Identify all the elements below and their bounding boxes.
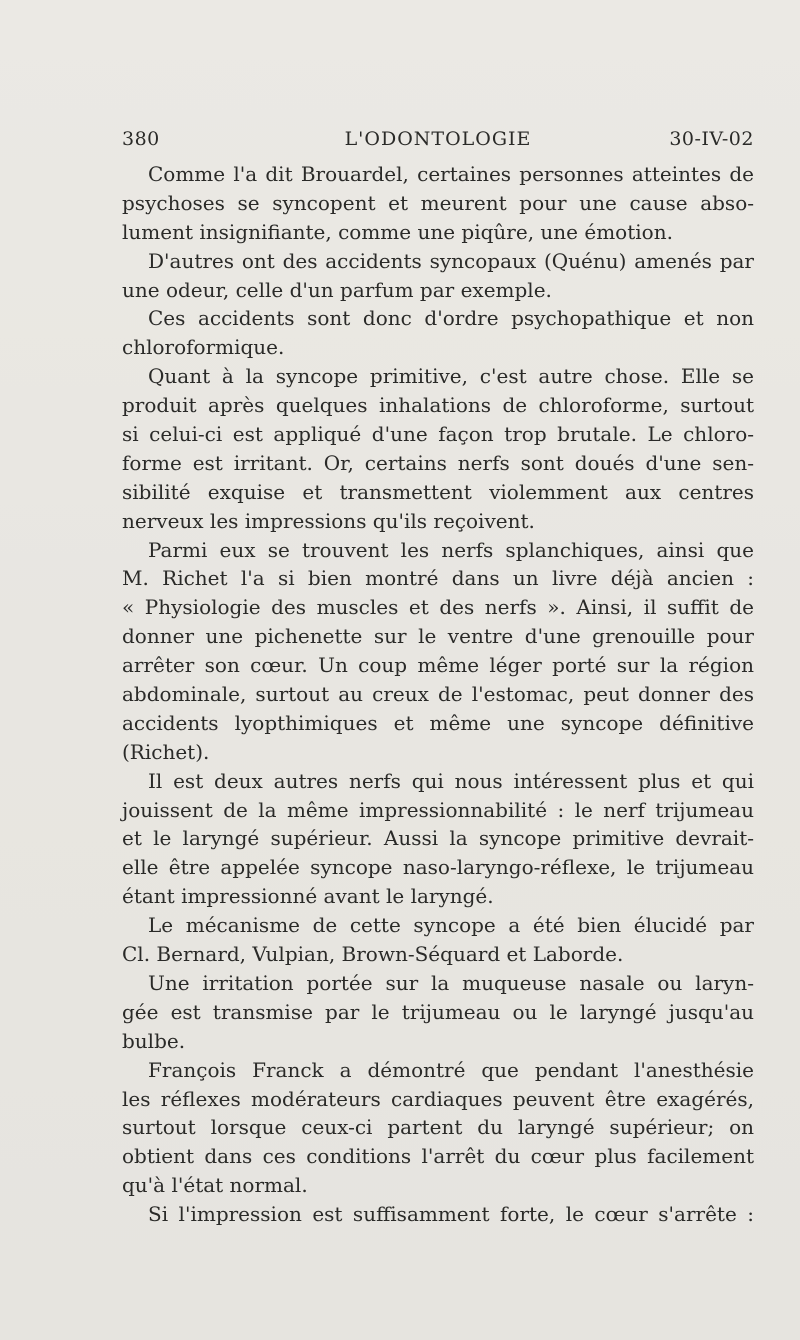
text-line: les réflexes modérateurs cardiaques peuvent être exagérés, bbox=[122, 1086, 754, 1111]
text-line: abdominale, surtout au creux de l'estomac, peut donner des bbox=[122, 682, 754, 707]
text-line: gée est transmise par le trijumeau ou le laryngé jusqu'au bbox=[122, 999, 754, 1024]
text-line: psychoses se syncopent et meurent pour une cause abso- bbox=[122, 190, 754, 215]
text-line: Comme l'a dit Brouardel, certaines personnes atteintes de bbox=[148, 162, 754, 186]
text-line: Ces accidents sont donc d'ordre psychopathique et non bbox=[148, 306, 754, 331]
text-line: lument insignifiante, comme une piqûre, une émotion. bbox=[122, 219, 673, 244]
text-line: jouissent de la même impressionnabilité : le nerf trijumeau bbox=[122, 797, 754, 822]
page-number: 380 bbox=[122, 128, 160, 150]
running-title: L'ODONTOLOGIE bbox=[344, 128, 532, 150]
page-header bbox=[122, 128, 754, 156]
text-line: forme est irritant. Or, certains nerfs sont doués d'une sen- bbox=[122, 450, 754, 475]
text-line: une odeur, celle d'un parfum par exemple. bbox=[122, 277, 552, 302]
text-line: elle être appelée syncope naso-laryngo-réflexe, le trijumeau bbox=[122, 855, 754, 880]
text-line: Si l'impression est suffisamment forte, le cœur s'arrête : bbox=[148, 1202, 754, 1227]
text-line: nerveux les impressions qu'ils reçoivent. bbox=[122, 508, 535, 533]
text-line: surtout lorsque ceux-ci partent du laryngé supérieur; on bbox=[122, 1115, 754, 1140]
text-line: Cl. Bernard, Vulpian, Brown-Séquard et Laborde. bbox=[122, 942, 624, 967]
text-line: chloroformique. bbox=[122, 335, 285, 360]
text-line: donner une pichenette sur le ventre d'une grenouille pour bbox=[122, 624, 754, 649]
text-line: Quant à la syncope primitive, c'est autre chose. Elle se bbox=[148, 364, 754, 389]
text-line: et le laryngé supérieur. Aussi la syncope primitive devrait- bbox=[122, 826, 754, 851]
text-line: Le mécanisme de cette syncope a été bien élucidé par bbox=[148, 913, 754, 938]
text-line: qu'à l'état normal. bbox=[122, 1173, 308, 1198]
text-line: accidents lyopthimiques et même une syncope définitive bbox=[122, 710, 754, 735]
text-line: sibilité exquise et transmettent violemment aux centres bbox=[122, 479, 754, 504]
body-text bbox=[122, 160, 754, 1229]
text-line: arrêter son cœur. Un coup même léger porté sur la région bbox=[122, 653, 754, 678]
text-line: Il est deux autres nerfs qui nous intéressent plus et qui bbox=[148, 768, 754, 793]
text-line: si celui-ci est appliqué d'une façon trop brutale. Le chloro- bbox=[122, 422, 754, 447]
text-line: produit après quelques inhalations de chloroforme, surtout bbox=[122, 393, 754, 418]
text-line: obtient dans ces conditions l'arrêt du cœur plus facilement bbox=[122, 1144, 754, 1169]
issue-date: 30-IV-02 bbox=[669, 128, 754, 150]
text-line: Parmi eux se trouvent les nerfs splanchiques, ainsi que bbox=[148, 537, 754, 562]
text-line: M. Richet l'a si bien montré dans un livre déjà ancien : bbox=[122, 566, 754, 591]
text-line: « Physiologie des muscles et des nerfs ». Ainsi, il suffit de bbox=[122, 595, 754, 620]
text-line: (Richet). bbox=[122, 739, 210, 764]
text-line: François Franck a démontré que pendant l'anesthésie bbox=[148, 1057, 754, 1082]
text-line: D'autres ont des accidents syncopaux (Quénu) amenés par bbox=[148, 248, 754, 273]
text-line: étant impressionné avant le laryngé. bbox=[122, 884, 494, 909]
text-line: Une irritation portée sur la muqueuse nasale ou laryn- bbox=[148, 970, 754, 995]
text-line: bulbe. bbox=[122, 1028, 186, 1053]
